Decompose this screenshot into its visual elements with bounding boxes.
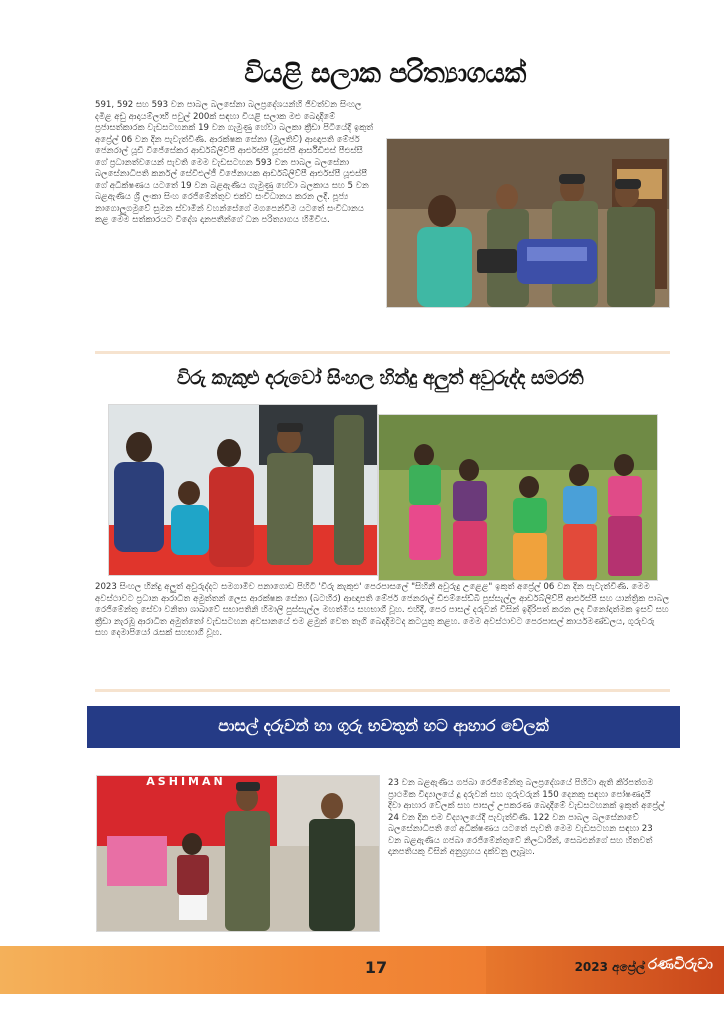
photo-ration-handover	[386, 138, 670, 308]
section-divider	[95, 351, 670, 354]
photo-gift-giving	[108, 404, 378, 576]
page-number: 17	[364, 958, 388, 977]
article-title-dry-rations: වියළි සලාක පරිත්‍යාගයක්	[244, 58, 526, 89]
masthead-logo: රණවිරුවා	[648, 955, 713, 973]
photo-ration-handover-art	[387, 139, 669, 307]
article-paragraph: 2023 සිංහල හින්දු අලුත් අවුරුද්දට සමගාමීව පනාගොඩ පිහිටි 'විරු කැකුළු' පෙරපාසලේ "සිහිනී අවුරුදු උළෙළ" ඉකුත් අප්‍රේල් 06 වන දින පැවැත්විණි. මෙම අවස්ථාවට ප්‍රධාන ආරාධිත අමුත්තන් ලෙස ආරක්ෂක සේනා (බටහිර) ආඥාපති මේජර් ජෙනරාල් ඩීඑම්සේඩ්බී පුස්සැල්ල ආර්ඩබ්ලිව්පී ආර්එස්පී සහ යාන්ත්‍රික පාබල රෙජිමේන්තු සේවා වනිතා ශාඛාවේ සභාපතිනි හිමාලි පුස්සැල්ල මහත්මිය සහභාගී වූහ. එහිදී, පෙර පාසල් දරුවන් විසින් ඉදිරිපත් කරන ලද විනෝදාත්මක ඉසව් සහ ක්‍රීඩා නැරඹූ ආරාධිත අමුත්තෝ වැඩසටහන අවසානයේ එම ළමුන් වෙත තෑගි බෙදාදීමටද කටයුතු කළහ. මෙම අවස්ථාවට පෙරපාසල් කාර්යමණ්ඩලය, ගුරුවරු සහ දෙමාපියෝ රැසක් සහභාගී වූහ.	[95, 582, 670, 638]
photo-school-donation	[96, 775, 380, 932]
photo-children-dancing	[378, 414, 658, 581]
photo-school-donation-art	[97, 776, 379, 931]
article-paragraph: 23 වන බළඇණිය ගජබා රෙජිමේන්තු බලප්‍රදේශයේ පිහිටා ඇති කිරිපත්ගම ප්‍රාථමික විද්‍යාලයේ දූ දරුවන් සහ ගුරුවරුන් 150 දෙනකු සඳහා පෝෂණදායී දිවා ආහාර වේලක් සහ පාසල් උපකරණ බෙදාදීමේ වැඩසටහනක් ඉකුත් අප්‍රේල් 24 වන දින එම විද්‍යාලයේදී පැවැත්විණි. 122 වන පාබල බලසේනාවේ බලසේනාධිපති ගේ අධීක්ෂණය යටතේ පැවති මෙම වැඩසටහන සඳහා 23 වන බළඇණිය ගජබා රෙජිමේන්තුවේ නිලධාරීන්, සෙබළුන්ගේ සහ හිතවත් දානපතියකු විසින් අනුග්‍රහය දක්වනු ලැබූහ.	[388, 778, 665, 857]
section-divider	[95, 689, 670, 692]
article-body-new-year	[95, 582, 670, 686]
banner-text: ASHIMAN	[146, 775, 226, 788]
article-body-dry-rations	[95, 100, 375, 335]
article-paragraph: 591, 592 සහ 593 වන පාබල බලසේනා බලප්‍රදේශයන්හි ජීවත්වන සිංහල දමිළ අඩු ආදායම්ලාභී පවුල් 200ක් සඳහා වියළි සලාක මළු බෙදාදීමේ ප්‍රජාසත්කාරක වැඩසටහනක් 19 වන ගැමුණු හේවා බලකා ක්‍රීඩා පිටියේදී ඉකුත් අප්‍රේල් 06 වන දින පැවැත්විණි. ආරක්ෂක සේනා (මුලතිව්) ආඥාපති මේජර් ජෙනරාල් යූඩී විජේසේකර ආර්ඩබ්ලිව්පී ආර්එස්පී යූඑස්පී ආර්සීඩීඑස් පීඑස්සී ගේ ප්‍රධානත්වයෙන් පැවති මෙම වැඩසටහන 593 වන පාබල බලසේනා බලසේනාධිපති කර්නල් සේවිඑල්ජී විජේනායක ආර්ඩබ්ලිව්පී ආර්එස්පී යූඑස්පී ගේ අධීක්ෂණය යටතේ 19 වන බළඇණිය ගැමුණු හේවා බලකාය සහ 5 වන බළඇණිය ශ්‍රී ලංකා සිංහ රෙජිමේන්තුව එක්ව සංවිධානය කරන ලදී. පූජ්‍ය නාගොලුගමුවේ සුමන ස්වාමීන් වහන්සේගේ මගපෙන්වීම යටතේ සංවිධානය කළ මෙම සත්කාරයට විදේශ දානපතීන්ගේ ධන පරිත්‍යාගය හිමිවිය.	[95, 100, 374, 225]
photo-children-dancing-art	[379, 415, 657, 580]
article-title-new-year: විරු කැකුළු දරුවෝ සිංහල හින්දු අලුත් අවුරුද්ද සමරති	[176, 367, 584, 389]
issue-date: 2023 අප්‍රේල්	[574, 960, 645, 974]
article-body-meal	[388, 778, 666, 918]
photo-gift-giving-art	[109, 405, 377, 575]
article-title-meal: පාසල් දරුවන් හා ගුරු භවතුන් හට ආහාර වේලක්	[218, 716, 549, 735]
